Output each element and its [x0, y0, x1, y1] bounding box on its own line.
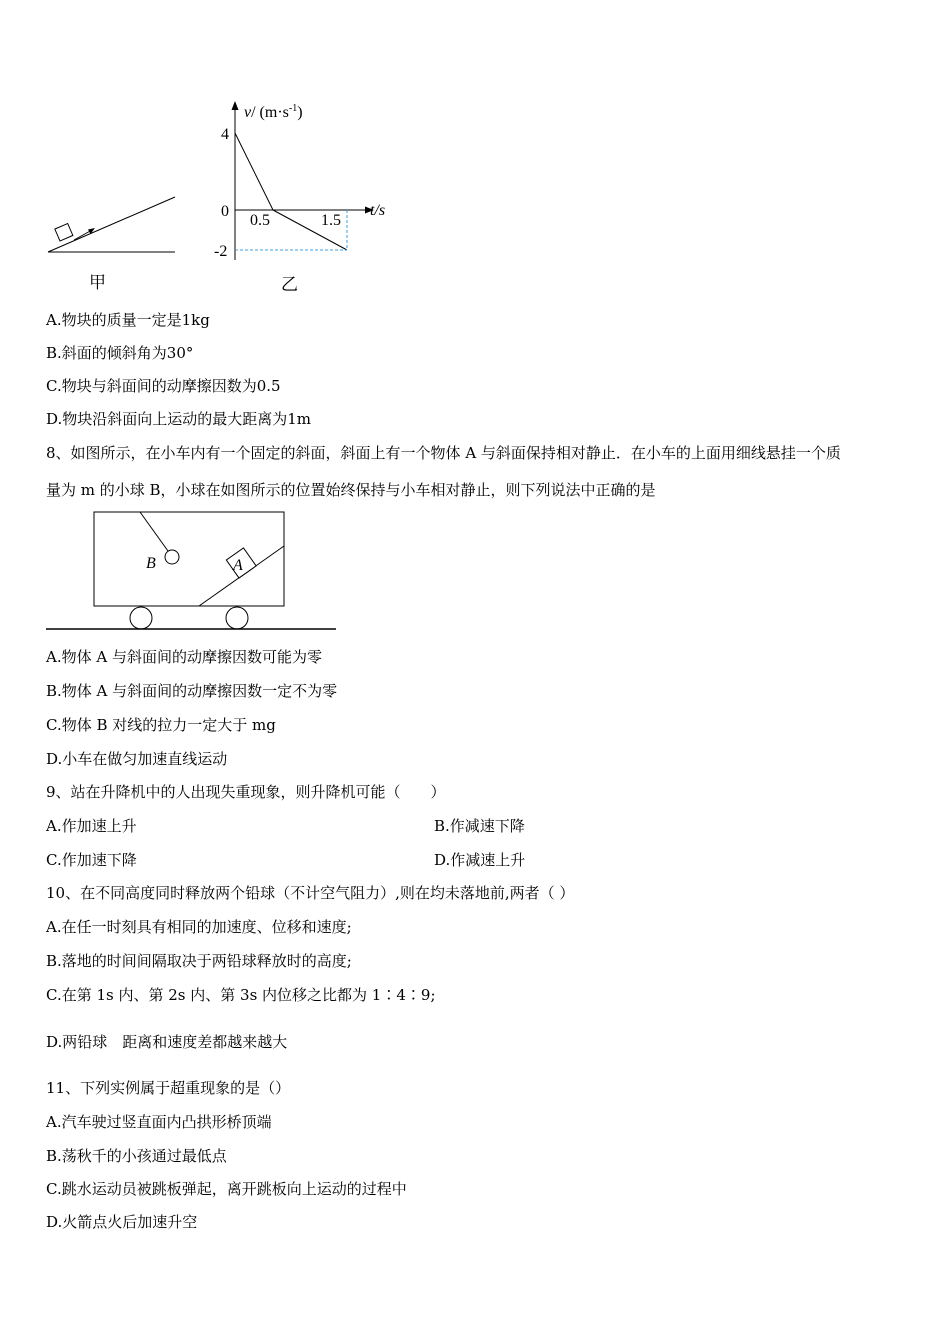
q9-stem: 9、站在升降机中的人出现失重现象，则升降机可能（ ）	[46, 783, 446, 801]
wheel-right	[226, 607, 248, 629]
q7-option-d: D.物块沿斜面向上运动的最大距离为1m	[46, 410, 312, 428]
label-a: A	[233, 557, 243, 574]
tick-label-0-5: 0.5	[250, 212, 270, 229]
y-axis-arrow	[232, 101, 239, 110]
q8-stem-line2: 量为 m 的小球 B，小球在如图所示的位置始终保持与小车相对静止，则下列说法中正确的是	[46, 481, 656, 499]
string	[140, 512, 168, 551]
tick-label-0: 0	[221, 203, 229, 220]
q10-option-d: D.两铅球 距离和速度差都越来越大	[46, 1033, 288, 1051]
q7-option-b: B.斜面的倾斜角为30°	[46, 344, 194, 362]
velocity-line-up	[235, 133, 273, 210]
caption-yi: 乙	[281, 275, 298, 295]
q10-stem: 10、在不同高度同时释放两个铅球（不计空气阻力）,则在均未落地前,两者（ ）	[46, 884, 575, 902]
q7-option-a: A.物块的质量一定是1kg	[46, 311, 210, 329]
label-b: B	[146, 555, 156, 572]
caption-jia: 甲	[89, 273, 106, 293]
wheel-left	[130, 607, 152, 629]
q8-stem-line1: 8、如图所示，在小车内有一个固定的斜面，斜面上有一个物体 A 与斜面保持相对静止．在小车的上面用细线悬挂一个质	[46, 444, 841, 462]
q11-option-a: A.汽车驶过竖直面内凸拱形桥顶端	[46, 1113, 272, 1131]
q10-option-a: A.在任一时刻具有相同的加速度、位移和速度;	[46, 918, 352, 936]
q8-option-a: A.物体 A 与斜面间的动摩擦因数可能为零	[46, 648, 322, 666]
q9-option-c: C.作加速下降	[46, 851, 137, 869]
x-axis-label: t/s	[370, 202, 386, 219]
q11-option-c: C.跳水运动员被跳板弹起，离开跳板向上运动的过程中	[46, 1180, 407, 1198]
q9-option-d: D.作减速上升	[434, 851, 526, 869]
q9-option-a: A.作加速上升	[46, 817, 137, 835]
q8-option-c: C.物体 B 对线的拉力一定大于 mg	[46, 716, 276, 734]
block	[55, 224, 73, 241]
q8-option-b: B.物体 A 与斜面间的动摩擦因数一定不为零	[46, 682, 338, 700]
q10-option-c: C.在第 1s 内、第 2s 内、第 3s 内位移之比都为 1∶4∶9;	[46, 986, 436, 1004]
tick-label-4: 4	[221, 126, 229, 143]
vt-graph	[210, 95, 400, 265]
cart-body	[94, 512, 284, 606]
y-axis-label: v/ $(m\cdot s^{-1})$	[244, 103, 303, 121]
q11-option-b: B.荡秋千的小孩通过最低点	[46, 1147, 227, 1165]
q8-option-d: D.小车在做匀加速直线运动	[46, 750, 228, 768]
q11-option-d: D.火箭点火后加速升空	[46, 1213, 198, 1231]
cart-figure	[44, 508, 339, 633]
tick-label-minus2: -2	[214, 243, 228, 260]
q10-option-b: B.落地的时间间隔取决于两铅球释放时的高度;	[46, 952, 352, 970]
q11-stem: 11、下列实例属于超重现象的是（）	[46, 1079, 291, 1097]
q7-option-c: C.物块与斜面间的动摩擦因数为0.5	[46, 377, 281, 395]
ball-b	[165, 550, 179, 564]
q9-option-b: B.作减速下降	[434, 817, 525, 835]
incline-figure	[40, 190, 190, 265]
tick-label-1-5: 1.5	[321, 212, 341, 229]
